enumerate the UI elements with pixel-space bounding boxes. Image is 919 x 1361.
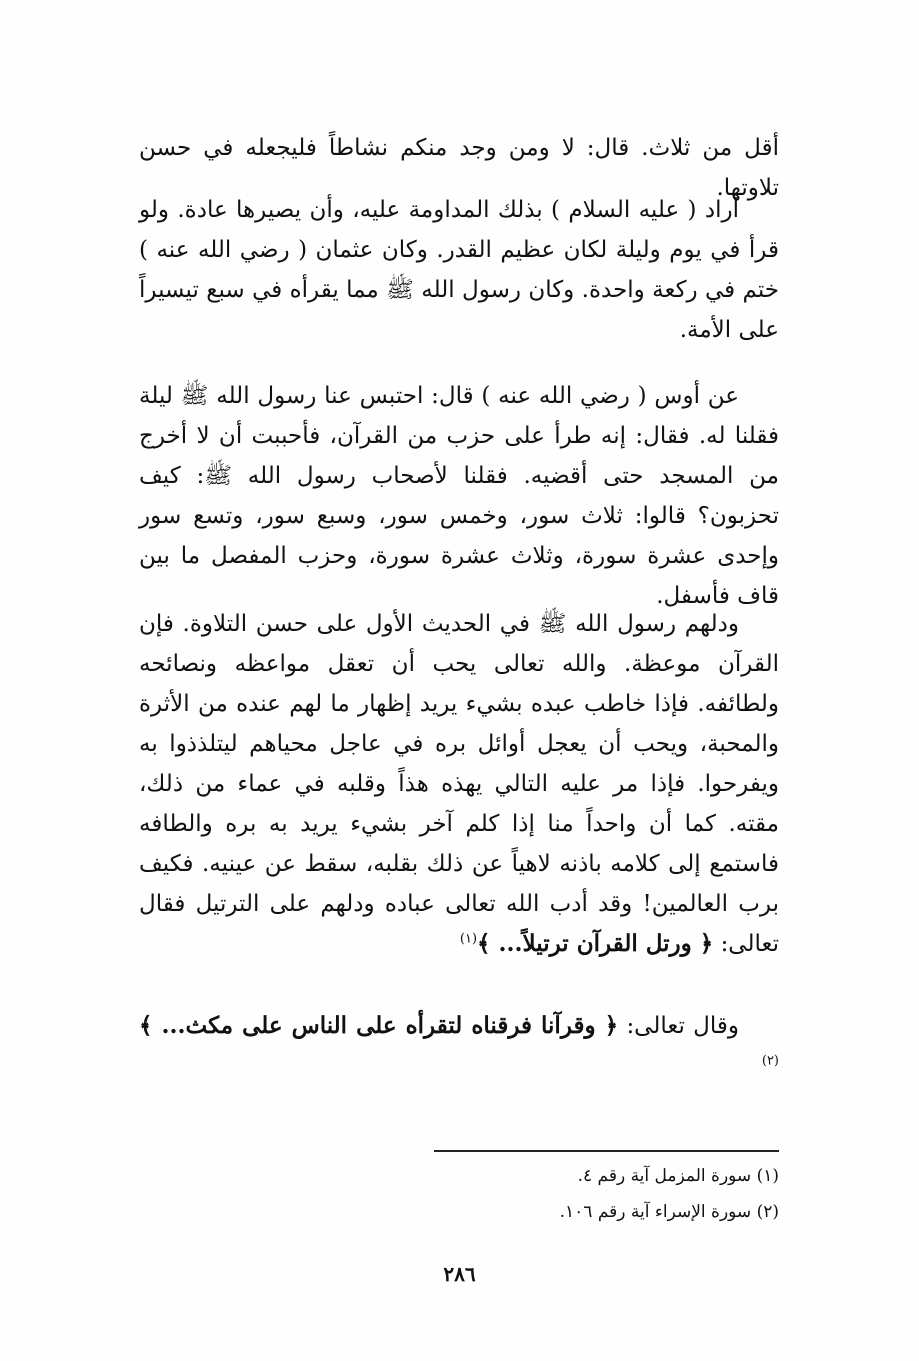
paragraph-text: أقل من ثلاث. قال: لا ومن وجد منكم نشاطاً فليجعله في حسن تلاوتها. [139,135,779,201]
paragraph-5 [139,1006,779,1086]
paragraph-2 [139,190,779,350]
paragraph-text [139,1006,779,1086]
paragraph-text: عن أوس ( رضي الله عنه ) قال: احتبس عنا رسول الله ﷺ ليلة فقلنا له. فقال: إنه طرأ على حزب من القرآن، فأحببت أن لا أخرج من المسجد حتى أقضيه. فقلنا لأصحاب رسول الله ﷺ: كيف تحزبون؟ قالوا: ثلاث سور، وخمس سور، وسبع سور، وتسع سور وإحدى عشرة سورة، وثلاث عشرة سورة، وحزب المفصل ما بين قاف فأسفل. [139,383,779,609]
quran-quote: ﴿ وقرآنا فرقناه لتقرأه على الناس على مكث... ﴾ [139,1012,619,1039]
paragraph-text: أراد ( عليه السلام ) بذلك المداومة عليه، وأن يصيرها عادة. ولو قرأ في يوم وليلة لكان عظيم القدر. وكان عثمان ( رضي الله عنه ) ختم في ركعة واحدة. وكان رسول الله ﷺ مما يقرأه في سبع تيسيراً على الأمة. [139,197,779,343]
page-number: ٢٨٦ [443,1262,476,1286]
paragraph-3 [139,376,779,616]
footnotes [139,1158,779,1230]
paragraph-text [139,604,779,964]
footnote-1: (١) سورة المزمل آية رقم ٤. [577,1166,779,1186]
paragraph-body: ودلهم رسول الله ﷺ في الحديث الأول على حسن التلاوة. فإن القرآن موعظة. والله تعالى يحب أن تعقل مواعظه ونصائحه ولطائفه. فإذا خاطب عبده بشيء يريد إظهار ما لهم عنده من الأثرة والمحبة، ويحب أن يعجل أوائل بره في عاجل محياهم ليتلذذوا به ويفرحوا. فإذا مر عليه التالي يهذه هذاً وقلبه في عماء من ذلك، مقته. كما أن واحداً منا إذا كلم آخر بشيء يريد به بره والطافه فاستمع إلى كلامه باذنه لاهياً عن ذلك بقلبه، سقط عن عينيه. فكيف برب العالمين! وقد أدب الله تعالى عباده ودلهم على الترتيل فقال تعالى: [139,611,779,957]
paragraph-4 [139,604,779,964]
quran-quote: ﴿ ورتل القرآن ترتيلاً... ﴾ [477,930,714,957]
footnote-2: (٢) سورة الإسراء آية رقم ١٠٦. [559,1202,779,1222]
footnote-ref: (١) [459,931,478,947]
footnote-ref: (٢) [761,1053,779,1069]
footnote-divider [434,1150,779,1152]
paragraph-body: وقال تعالى: [626,1013,740,1039]
